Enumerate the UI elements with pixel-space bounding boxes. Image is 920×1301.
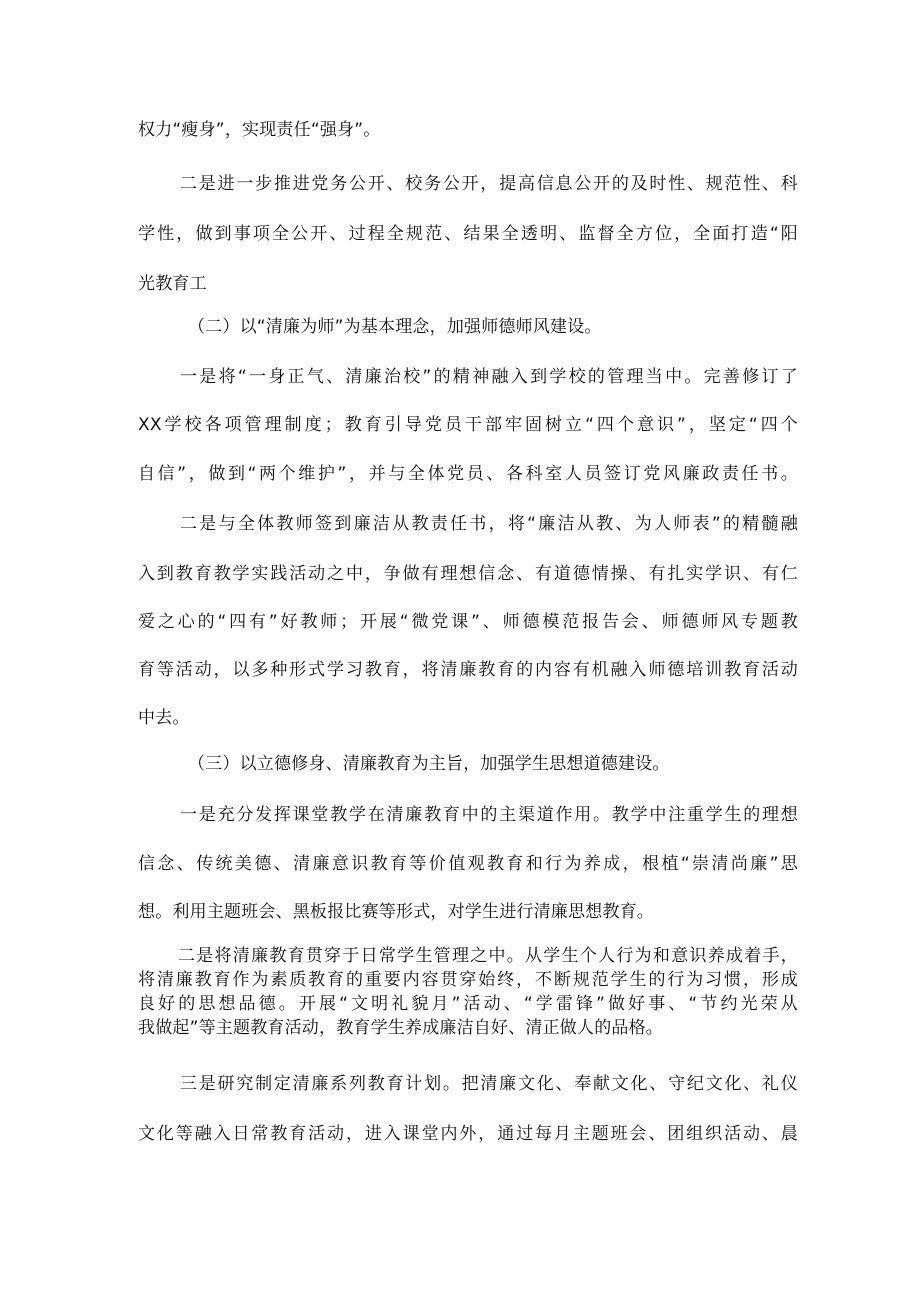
- text-line: 育等活动，以多种形式学习教育，将清廉教育的内容有机融入师德培训教育活动: [138, 660, 798, 680]
- text-line: 权力“瘦身”，实现责任“强身”。: [138, 120, 381, 140]
- text-line: 光教育工: [138, 274, 207, 294]
- text-line: 三是研究制定清廉系列教育计划。把清廉文化、奉献文化、守纪文化、礼仪: [180, 1074, 798, 1094]
- text-line: 我做起”等主题教育活动，教育学生养成廉洁自好、清正做人的品格。: [138, 1018, 664, 1038]
- text-line: 学性，做到事项全公开、过程全规范、结果全透明、监督全方位，全面打造“阳: [138, 224, 798, 244]
- text-line: 想。利用主题班会、黑板报比赛等形式，对学生进行清廉思想教育。: [138, 902, 654, 922]
- text-line: 自信”，做到“两个维护”，并与全体党员、各科室人员签订党风廉政责任书。: [138, 464, 798, 484]
- section-heading: （二）以“清廉为师”为基本理念，加强师德师风建设。: [188, 317, 602, 337]
- text-line: 爱之心的“四有”好教师；开展“微党课”、师德模范报告会、师德师风专题教: [138, 612, 798, 632]
- dense-paragraph: [138, 944, 798, 1040]
- text-line: 二是将清廉教育贯穿于日常学生管理之中。从学生个人行为和意识养成着手，: [178, 946, 798, 966]
- text-line: 良好的思想品德。开展“文明礼貌月”活动、“学雷锋”做好事、“节约光荣从: [138, 994, 798, 1014]
- text-line: 一是将“一身正气、清廉治校”的精神融入到学校的管理当中。完善修订了: [180, 367, 798, 387]
- text-line: 二是与全体教师签到廉洁从教责任书，将“廉洁从教、为人师表”的精髓融: [180, 514, 798, 534]
- text-line: 信念、传统美德、清廉意识教育等价值观教育和行为养成，根植“崇清尚廉”思: [138, 854, 798, 874]
- text-line: 中去。: [138, 708, 190, 728]
- text-line: 一是充分发挥课堂教学在清廉教育中的主渠道作用。教学中注重学生的理想: [180, 805, 798, 825]
- text-line: 文化等融入日常教育活动，进入课堂内外，通过每月主题班会、团组织活动、晨: [138, 1124, 798, 1144]
- text-line: 将清廉教育作为素质教育的重要内容贯穿始终，不断规范学生的行为习惯，形成: [138, 970, 798, 990]
- text-line: XX学校各项管理制度；教育引导党员干部牢固树立“四个意识”，坚定“四个: [138, 415, 798, 435]
- text-line: 二是进一步推进党务公开、校务公开，提高信息公开的及时性、规范性、科: [180, 174, 798, 194]
- text-line: 入到教育教学实践活动之中，争做有理想信念、有道德情操、有扎实学识、有仁: [138, 564, 798, 584]
- section-heading: （三）以立德修身、清廉教育为主旨，加强学生思想道德建设。: [188, 754, 670, 774]
